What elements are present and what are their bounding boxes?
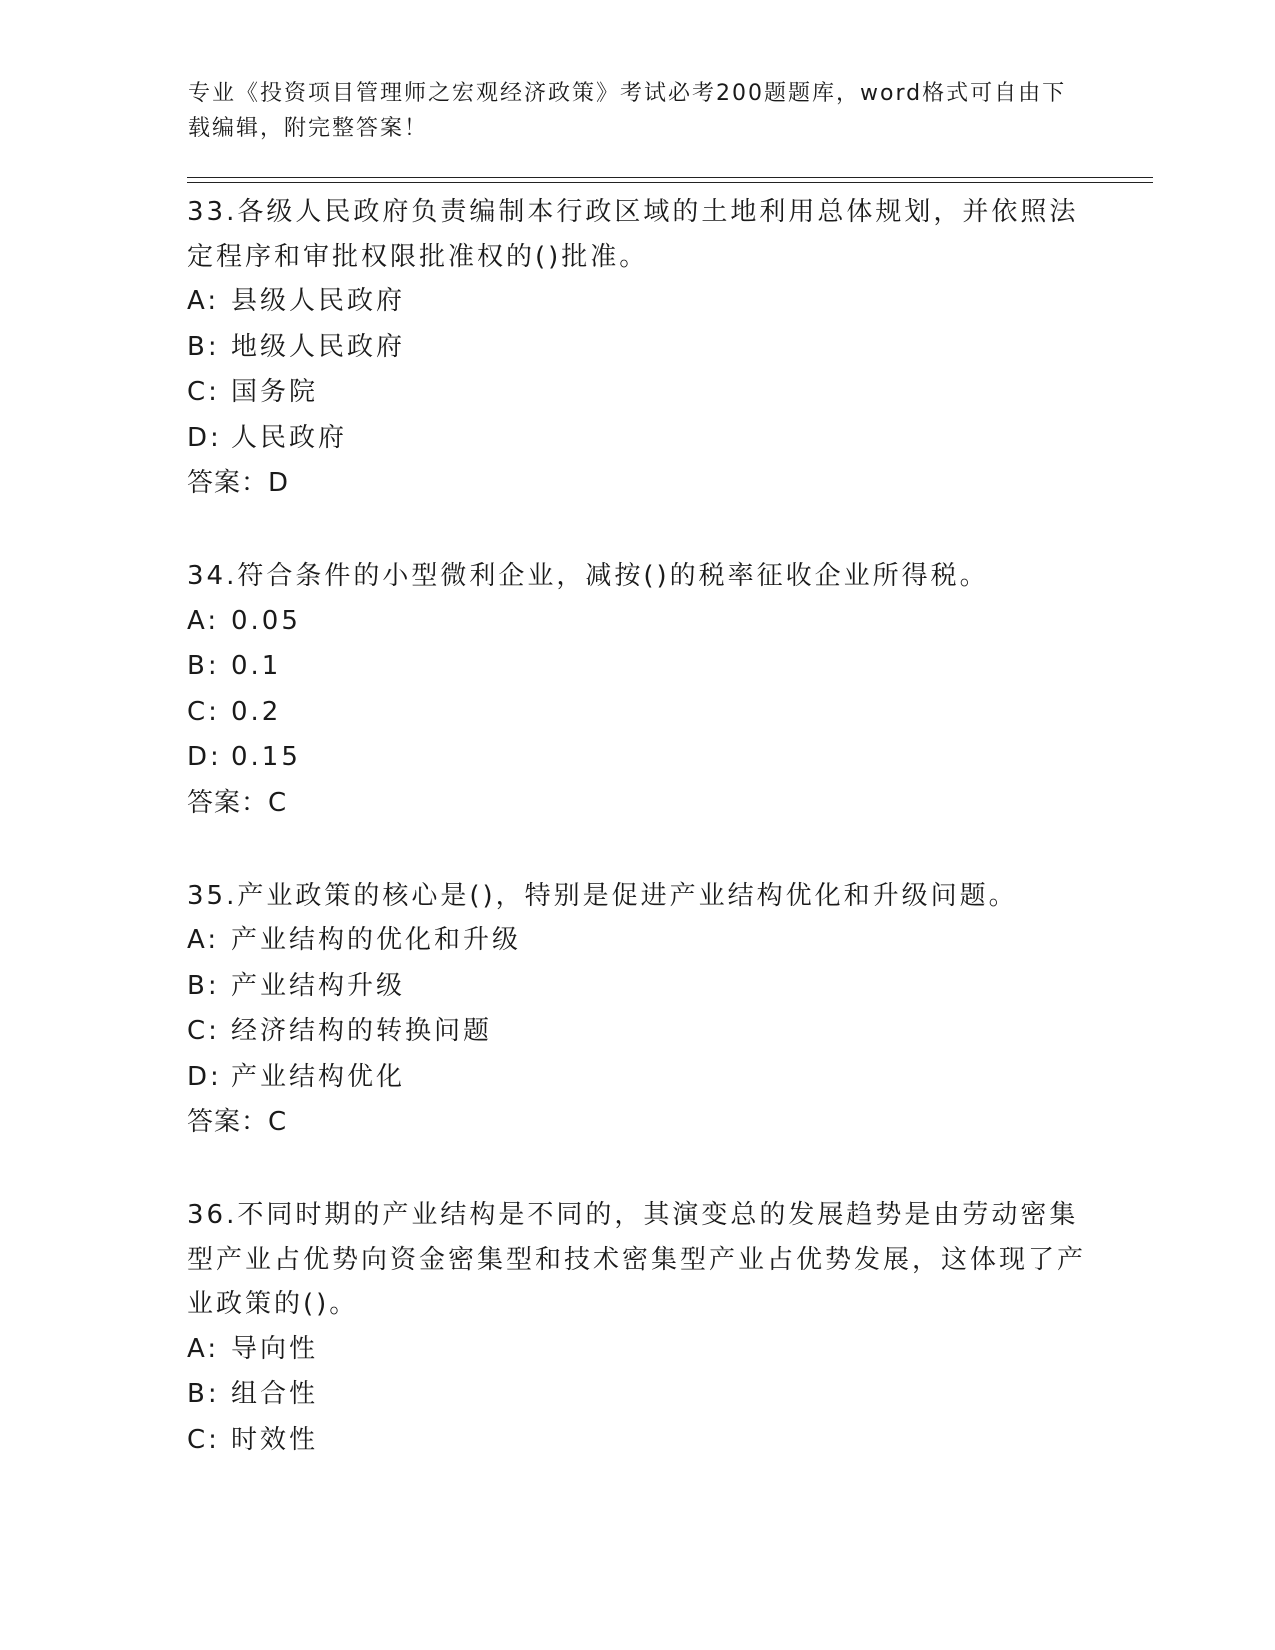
answer-line: 答案：D — [187, 468, 290, 498]
option-key: C: — [187, 1016, 220, 1046]
question-stem: 35.产业政策的核心是()，特别是促进产业结构优化和升级问题。 — [187, 880, 1018, 911]
question-34 — [187, 554, 1087, 826]
option-d — [187, 1055, 1087, 1101]
option-key: D: — [187, 742, 222, 772]
option-b — [187, 964, 1087, 1010]
option-text: 地级人民政府 — [231, 331, 406, 362]
option-text: 产业结构的优化和升级 — [231, 925, 522, 955]
option-text: 0.2 — [231, 696, 282, 727]
option-key: B: — [187, 1379, 220, 1409]
option-key: B: — [187, 331, 220, 362]
option-b — [187, 325, 1087, 371]
option-text: 县级人民政府 — [231, 286, 406, 316]
option-c — [187, 690, 1087, 736]
option-d — [187, 416, 1087, 462]
option-key: C: — [187, 377, 220, 407]
option-a — [187, 1327, 1087, 1373]
option-b — [187, 644, 1087, 690]
option-c — [187, 1009, 1087, 1055]
question-stem: 34.符合条件的小型微利企业，减按()的税率征收企业所得税。 — [187, 561, 989, 591]
option-d — [187, 735, 1087, 781]
question-stem: 33.各级人民政府负责编制本行政区域的土地利用总体规划，并依照法定程序和审批权限批准权的()批准。 — [187, 197, 1079, 272]
option-key: C: — [187, 696, 220, 727]
header-rule-top — [187, 177, 1153, 178]
option-key: A: — [187, 605, 220, 636]
answer-line: 答案：C — [187, 787, 288, 818]
option-key: C: — [187, 1424, 220, 1455]
option-text: 组合性 — [231, 1379, 319, 1409]
header-rule-bottom — [187, 182, 1153, 183]
option-key: A: — [187, 286, 220, 316]
option-a — [187, 279, 1087, 325]
option-text: 0.05 — [231, 605, 301, 636]
option-text: 0.1 — [231, 651, 282, 681]
option-a — [187, 918, 1087, 964]
option-b — [187, 1372, 1087, 1418]
option-text: 0.15 — [231, 742, 301, 772]
option-text: 导向性 — [231, 1333, 319, 1364]
document-header: 专业《投资项目管理师之宏观经济政策》考试必考200题题库，word格式可自由下载编辑，附完整答案！ — [188, 81, 1067, 141]
option-key: B: — [187, 651, 220, 681]
option-c — [187, 370, 1087, 416]
question-list — [187, 190, 1087, 1511]
option-c — [187, 1418, 1087, 1464]
option-text: 产业结构优化 — [231, 1061, 406, 1092]
option-key: A: — [187, 925, 220, 955]
option-a — [187, 599, 1087, 645]
option-key: D: — [187, 422, 222, 453]
question-stem: 36.不同时期的产业结构是不同的，其演变总的发展趋势是由劳动密集型产业占优势向资金密集型和技术密集型产业占优势发展，这体现了产业政策的()。 — [187, 1200, 1087, 1319]
option-text: 产业结构升级 — [231, 970, 406, 1001]
option-key: D: — [187, 1061, 222, 1092]
option-key: A: — [187, 1333, 220, 1364]
option-key: B: — [187, 970, 220, 1001]
question-33 — [187, 190, 1087, 506]
option-text: 经济结构的转换问题 — [231, 1016, 493, 1046]
answer-line: 答案：C — [187, 1107, 288, 1137]
question-35 — [187, 874, 1087, 1146]
option-text: 时效性 — [231, 1424, 319, 1455]
option-text: 国务院 — [231, 377, 319, 407]
option-text: 人民政府 — [231, 422, 348, 453]
question-36 — [187, 1193, 1087, 1463]
